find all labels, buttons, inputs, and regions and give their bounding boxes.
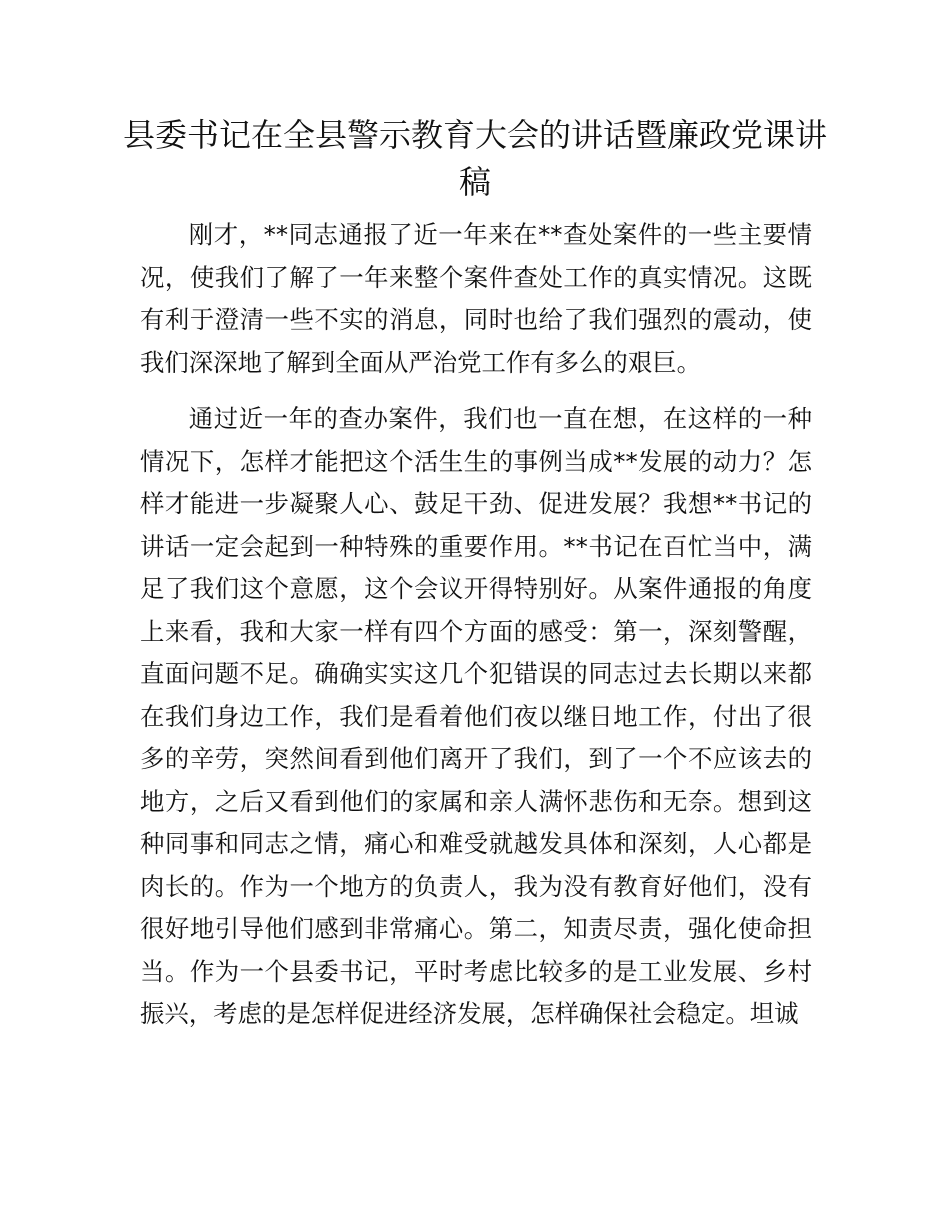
document-body — [140, 214, 812, 1050]
paragraph-1: 刚才，**同志通报了近一年来在**查处案件的一些主要情况，使我们了解了一年来整个案件查处工作的真实情况。这既有利于澄清一些不实的消息，同时也给了我们强烈的震动，使我们深深地了解到全面从严治党工作有多么的艰巨。 — [140, 220, 812, 377]
paragraph-2: 通过近一年的查办案件，我们也一直在想，在这样的一种情况下，怎样才能把这个活生生的事例当成**发展的动力？怎样才能进一步凝聚人心、鼓足干劲、促进发展？我想**书记的讲话一定会起到一种特殊的重要作用。**书记在百忙当中，满足了我们这个意愿，这个会议开得特别好。从案件通报的角度上来看，我和大家一样有四个方面的感受：第一，深刻警醒，直面问题不足。确确实实这几个犯错误的同志过去长期以来都在我们身边工作，我们是看着他们夜以继日地工作，付出了很多的辛劳，突然间看到他们离开了我们，到了一个不应该去的地方，之后又看到他们的家属和亲人满怀悲伤和无奈。想到这种同事和同志之情，痛心和难受就越发具体和深刻，人心都是肉长的。作为一个地方的负责人，我为没有教育好他们，没有很好地引导他们感到非常痛心。第二，知责尽责，强化使命担当。作为一个县委书记，平时考虑比较多的是工业发展、乡村振兴，考虑的是怎样促进经济发展，怎样确保社会稳定。坦诚 — [140, 404, 812, 1028]
document-title: 县委书记在全县警示教育大会的讲话暨廉政党课讲稿 — [122, 116, 827, 201]
